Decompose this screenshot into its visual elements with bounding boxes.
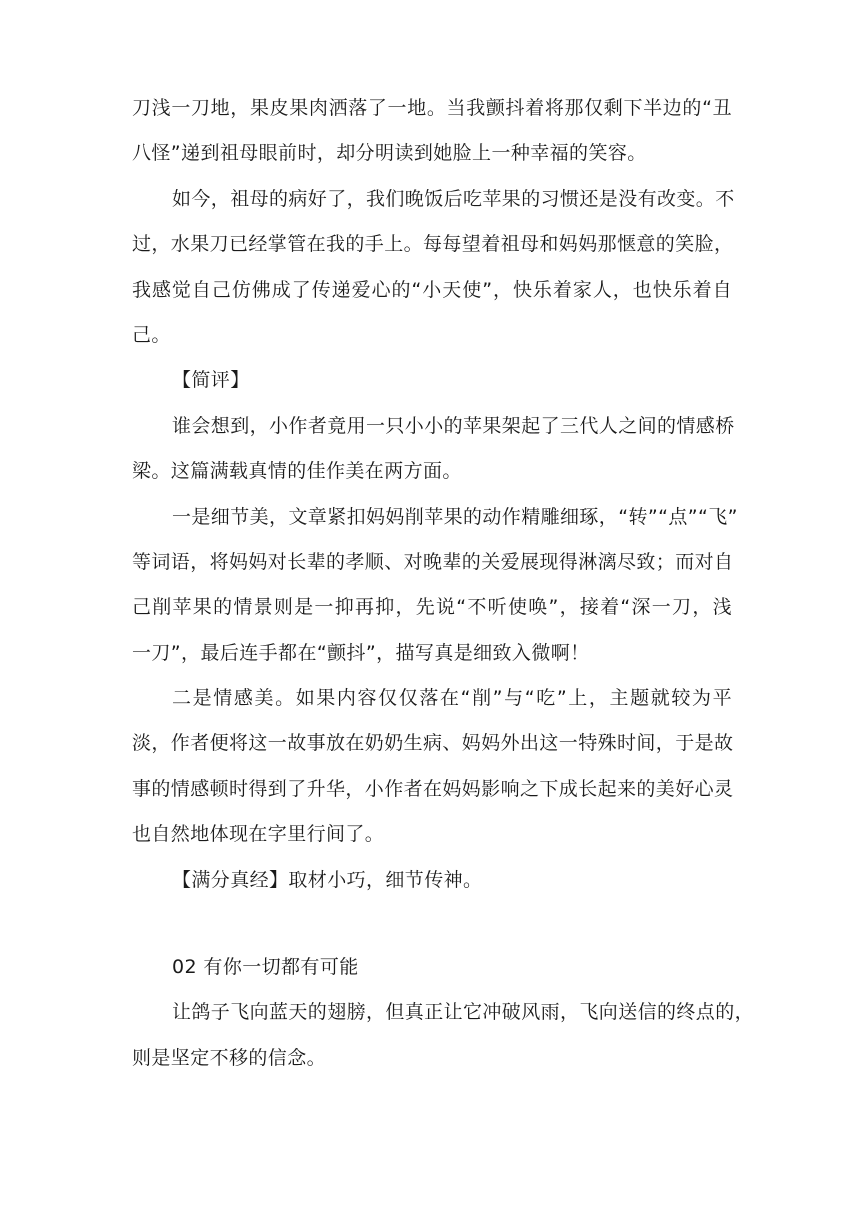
text-line: 也自然地体现在字里行间了。	[132, 823, 385, 846]
paragraph-1	[132, 86, 732, 177]
text-line: 己削苹果的情景则是一抑再抑，先说“不听使唤”，接着“深一刀，浅	[132, 596, 732, 619]
paragraph-3	[132, 404, 735, 495]
text-line: 梁。这篇满载真情的佳作美在两方面。	[132, 460, 462, 483]
text-line: 等词语，将妈妈对长辈的孝顺、对晚辈的关爱展现得淋漓尽致；而对自	[132, 550, 734, 573]
review-label: 【简评】	[172, 369, 250, 392]
text-line: 己。	[132, 323, 171, 346]
text-line: 一刀”，最后连手都在“颤抖”，描写真是细致入微啊！	[132, 641, 590, 664]
text-line: 让鸽子飞向蓝天的翅膀，但真正让它冲破风雨，飞向送信的终点的，	[172, 1001, 755, 1024]
document-body	[132, 86, 755, 1081]
score-line: 【满分真经】取材小巧，细节传神。	[172, 868, 483, 891]
text-line: 我感觉自己仿佛成了传递爱心的“小天使”，快乐着家人，也快乐着自	[132, 278, 732, 301]
text-line: 二是情感美。如果内容仅仅落在“削”与“吃”上，主题就较为平	[172, 687, 732, 710]
text-line: 八怪”递到祖母眼前时，却分明读到她脸上一种幸福的笑容。	[132, 142, 647, 165]
text-line: 淡，作者便将这一故事放在奶奶生病、妈妈外出这一特殊时间，于是故	[132, 732, 734, 755]
text-line: 事的情感顿时得到了升华，小作者在妈妈影响之下成长起来的美好心灵	[132, 777, 734, 800]
text-line: 谁会想到，小作者竟用一只小小的苹果架起了三代人之间的情感桥	[172, 414, 735, 437]
text-line: 刀浅一刀地，果皮果肉洒落了一地。当我颤抖着将那仅剩下半边的“丑	[132, 97, 732, 119]
paragraph-2	[132, 177, 735, 359]
text-line: 则是坚定不移的信念。	[132, 1046, 327, 1069]
section-title: 02 有你一切都有可能	[172, 956, 359, 979]
text-line: 一是细节美，文章紧扣妈妈削苹果的动作精雕细琢，“转”“点”“飞”	[172, 505, 738, 528]
text-line: 如今，祖母的病好了，我们晚饭后吃苹果的习惯还是没有改变。不	[172, 187, 735, 210]
paragraph-6	[132, 990, 755, 1081]
text-line: 过，水果刀已经掌管在我的手上。每每望着祖母和妈妈那惬意的笑脸，	[132, 233, 734, 256]
paragraph-4	[132, 495, 738, 677]
section-gap	[132, 903, 732, 945]
paragraph-5	[132, 676, 732, 858]
